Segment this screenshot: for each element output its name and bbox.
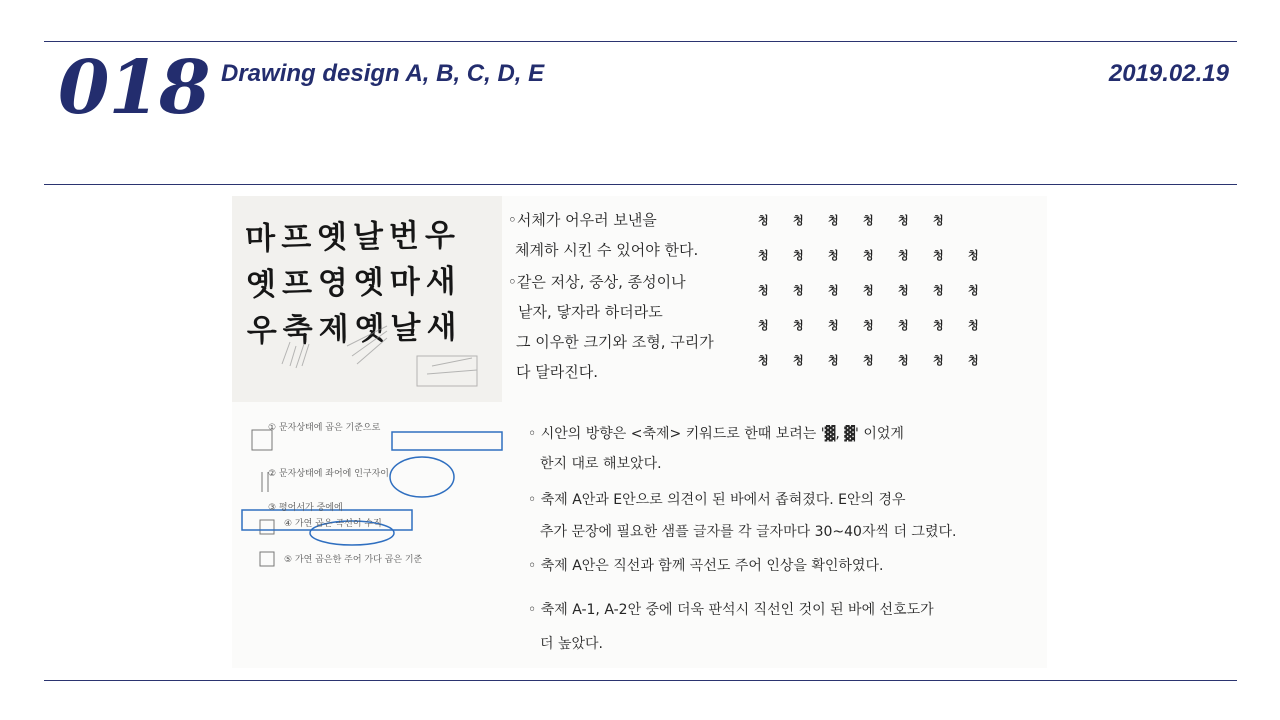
note-line: ◦같은 저상, 중상, 종성이나 (508, 273, 686, 291)
grid-char: 청 (828, 354, 839, 367)
sketch-label: ⑤ 가연 곱은한 주어 가다 곱은 기준 (284, 555, 423, 565)
grid-char: 청 (968, 249, 979, 262)
grid-char: 청 (933, 249, 944, 262)
grid-char: 청 (863, 354, 874, 367)
glyph-row: 옛프영옛마새 (245, 263, 462, 304)
grid-char: 청 (933, 319, 944, 332)
page-date: 2019.02.19 (1108, 60, 1229, 87)
grid-char: 청 (863, 319, 874, 332)
grid-char: 청 (933, 354, 944, 367)
grid-char: 청 (793, 354, 804, 367)
grid-char: 청 (863, 284, 874, 297)
grid-char: 청 (793, 284, 804, 297)
grid-char: 청 (898, 319, 909, 332)
note-line: ◦서체가 어우러 보낸을 (508, 211, 657, 229)
grid-char: 청 (758, 354, 769, 367)
grid-char: 청 (758, 284, 769, 297)
grid-char: 청 (828, 249, 839, 262)
grid-char: 청 (898, 214, 909, 227)
note-line: 다 달라진다. (516, 363, 598, 381)
printed-sample-photo (232, 196, 502, 402)
note-line: ◦ 축제 A안은 직선과 함께 곡선도 주어 인상을 확인하였다. (528, 558, 884, 574)
grid-char: 청 (828, 284, 839, 297)
note-line: 그 이우한 크기와 조형, 구리가 (516, 333, 714, 351)
sketch-label: ④ 가연 곱은 곡선이 수직 (284, 519, 382, 529)
grid-char: 청 (933, 284, 944, 297)
sketch-label: ③ 평어서가 중에에 (268, 503, 343, 513)
grid-row (758, 282, 1003, 317)
note-line: ◦ 시안의 방향은 <축제> 키워드로 한때 보려는 '▓, ▓' 이었게 (528, 426, 904, 442)
layout-sketches (232, 402, 522, 582)
note-line: ◦ 축제 A안과 E안으로 의견이 된 바에서 좁혀졌다. E안의 경우 (528, 492, 906, 508)
divider-rule (44, 184, 1237, 185)
page-number: 018 (58, 45, 210, 131)
grid-char: 청 (793, 249, 804, 262)
grid-char: 청 (863, 249, 874, 262)
glyph-row: 우축제옛날새 (246, 309, 463, 350)
grid-char: 청 (793, 319, 804, 332)
sketch-label: ① 문자상태에 곱은 기준으로 (268, 423, 381, 433)
grid-row (758, 247, 1003, 282)
grid-char: 청 (758, 214, 769, 227)
grid-char: 청 (758, 319, 769, 332)
note-line: 더 높았다. (540, 636, 603, 652)
glyph-row: 마프옛날번우 (244, 217, 462, 258)
grid-char: 청 (898, 284, 909, 297)
grid-char: 청 (828, 214, 839, 227)
pencil-scribbles (232, 196, 502, 402)
note-line: 한지 대로 해보았다. (540, 456, 662, 472)
grid-char: 청 (968, 319, 979, 332)
note-line: 추가 문장에 필요한 샘플 글자를 각 글자마다 30~40자씩 더 그렸다. (540, 524, 957, 540)
grid-char: 청 (968, 354, 979, 367)
grid-row (758, 212, 1003, 247)
grid-row (758, 317, 1003, 352)
note-line: 체계하 시킨 수 있어야 한다. (515, 241, 699, 259)
note-line: 낱자, 닿자라 하더라도 (518, 303, 663, 321)
grid-char: 청 (933, 214, 944, 227)
note-line: ◦ 축제 A-1, A-2안 중에 더욱 판석시 직선인 것이 된 바에 선호도가 (528, 602, 934, 618)
grid-char: 청 (828, 319, 839, 332)
grid-char: 청 (758, 249, 769, 262)
character-practice-grid (758, 212, 1003, 387)
grid-char: 청 (898, 249, 909, 262)
bottom-rule (44, 680, 1237, 681)
grid-row (758, 352, 1003, 387)
grid-char: 청 (898, 354, 909, 367)
grid-char: 청 (968, 284, 979, 297)
sketch-label: ② 문자상태에 좌어에 인구자이 (268, 469, 389, 479)
grid-char: 청 (793, 214, 804, 227)
page-title: Drawing design A, B, C, D, E (221, 60, 545, 87)
top-rule (44, 41, 1237, 42)
grid-char: 청 (863, 214, 874, 227)
